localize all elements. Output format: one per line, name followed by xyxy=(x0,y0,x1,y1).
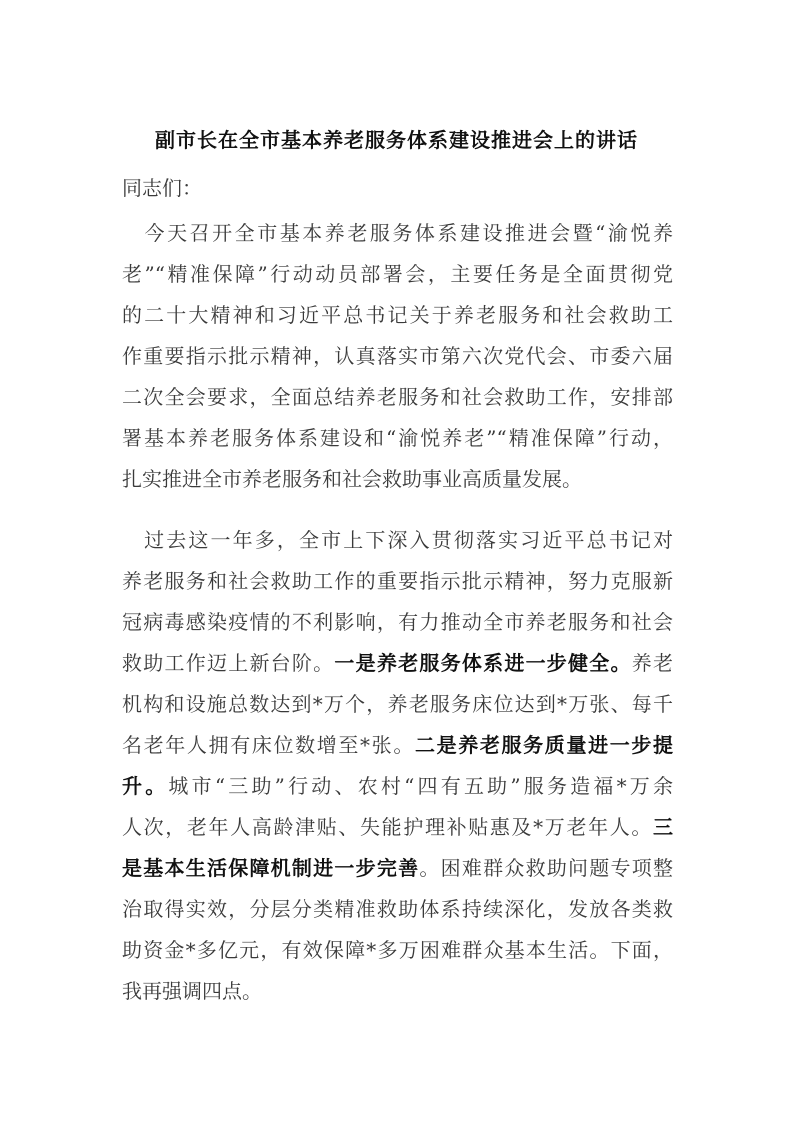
text-segment: 。困难群众救助问题专项整 xyxy=(419,856,674,880)
text-segment: 养老服务和社会救助工作的重要指示批示精神，努力克服新 xyxy=(122,569,673,593)
text-segment: 二次全会要求，全面总结养老服务和社会救助工作，安排部 xyxy=(122,385,673,409)
text-segment: 助资金*多亿元，有效保障*多万困难群众基本生活。下面， xyxy=(122,938,673,962)
text-segment: 的二十大精神和习近平总书记关于养老服务和社会救助工 xyxy=(122,303,673,327)
text-line xyxy=(122,813,673,854)
text-segment: 冠病毒感染疫情的不利影响，有力推动全市养老服务和社会 xyxy=(122,610,673,634)
text-segment: 治取得实效，分层分类精准救助体系持续深化，发放各类救 xyxy=(122,897,673,921)
text-line xyxy=(122,219,673,260)
text-segment: 我再强调四点。 xyxy=(122,979,262,1003)
text-segment: 过去这一年多，全市上下深入贯彻落实习近平总书记对 xyxy=(122,528,673,552)
paragraph-achievements xyxy=(122,526,673,1018)
text-segment: 扎实推进全市养老服务和社会救助事业高质量发展。 xyxy=(122,467,582,491)
text-segment: 署基本养老服务体系建设和“渝悦养老”“精准保障”行动， xyxy=(122,426,673,450)
text-line xyxy=(122,383,673,424)
text-line xyxy=(122,260,673,301)
bold-text: 升。 xyxy=(122,774,169,798)
text-segment: 老”“精准保障”行动动员部署会，主要任务是全面贯彻党 xyxy=(122,262,673,286)
salutation: 同志们： xyxy=(122,176,202,200)
text-line xyxy=(122,772,673,813)
document-title: 副市长在全市基本养老服务体系建设推进会上的讲话 xyxy=(155,128,638,152)
text-line xyxy=(122,977,673,1018)
text-line xyxy=(122,342,673,383)
text-line xyxy=(122,301,673,342)
text-segment: 救助工作迈上新台阶。 xyxy=(122,651,335,675)
text-line xyxy=(122,465,673,506)
text-segment: 机构和设施总数达到*万个，养老服务床位达到*万张、每千 xyxy=(122,692,673,716)
text-segment: 今天召开全市基本养老服务体系建设推进会暨“渝悦养 xyxy=(122,221,673,245)
text-line xyxy=(122,567,673,608)
text-line xyxy=(122,690,673,731)
text-segment: 作重要指示批示精神，认真落实市第六次党代会、市委六届 xyxy=(122,344,673,368)
text-line xyxy=(122,649,673,690)
text-segment: 城市“三助”行动、农村“四有五助”服务造福*万余 xyxy=(168,774,674,798)
text-line xyxy=(122,608,673,649)
bold-text: 三 xyxy=(653,815,673,839)
bold-text: 一是养老服务体系进一步健全。 xyxy=(334,651,632,675)
text-segment: 养老 xyxy=(631,651,674,675)
bold-text: 二是养老服务质量进一步提 xyxy=(414,733,674,757)
bold-text: 是基本生活保障机制进一步完善 xyxy=(122,856,420,880)
text-line xyxy=(122,854,673,895)
text-line xyxy=(122,895,673,936)
text-line xyxy=(122,424,673,465)
text-segment: 人次，老年人高龄津贴、失能护理补贴惠及*万老年人。 xyxy=(122,815,653,839)
text-line xyxy=(122,731,673,772)
text-line xyxy=(122,936,673,977)
text-segment: 名老年人拥有床位数增至*张。 xyxy=(122,733,415,757)
paragraph-intro xyxy=(122,219,673,506)
text-line xyxy=(122,526,673,567)
